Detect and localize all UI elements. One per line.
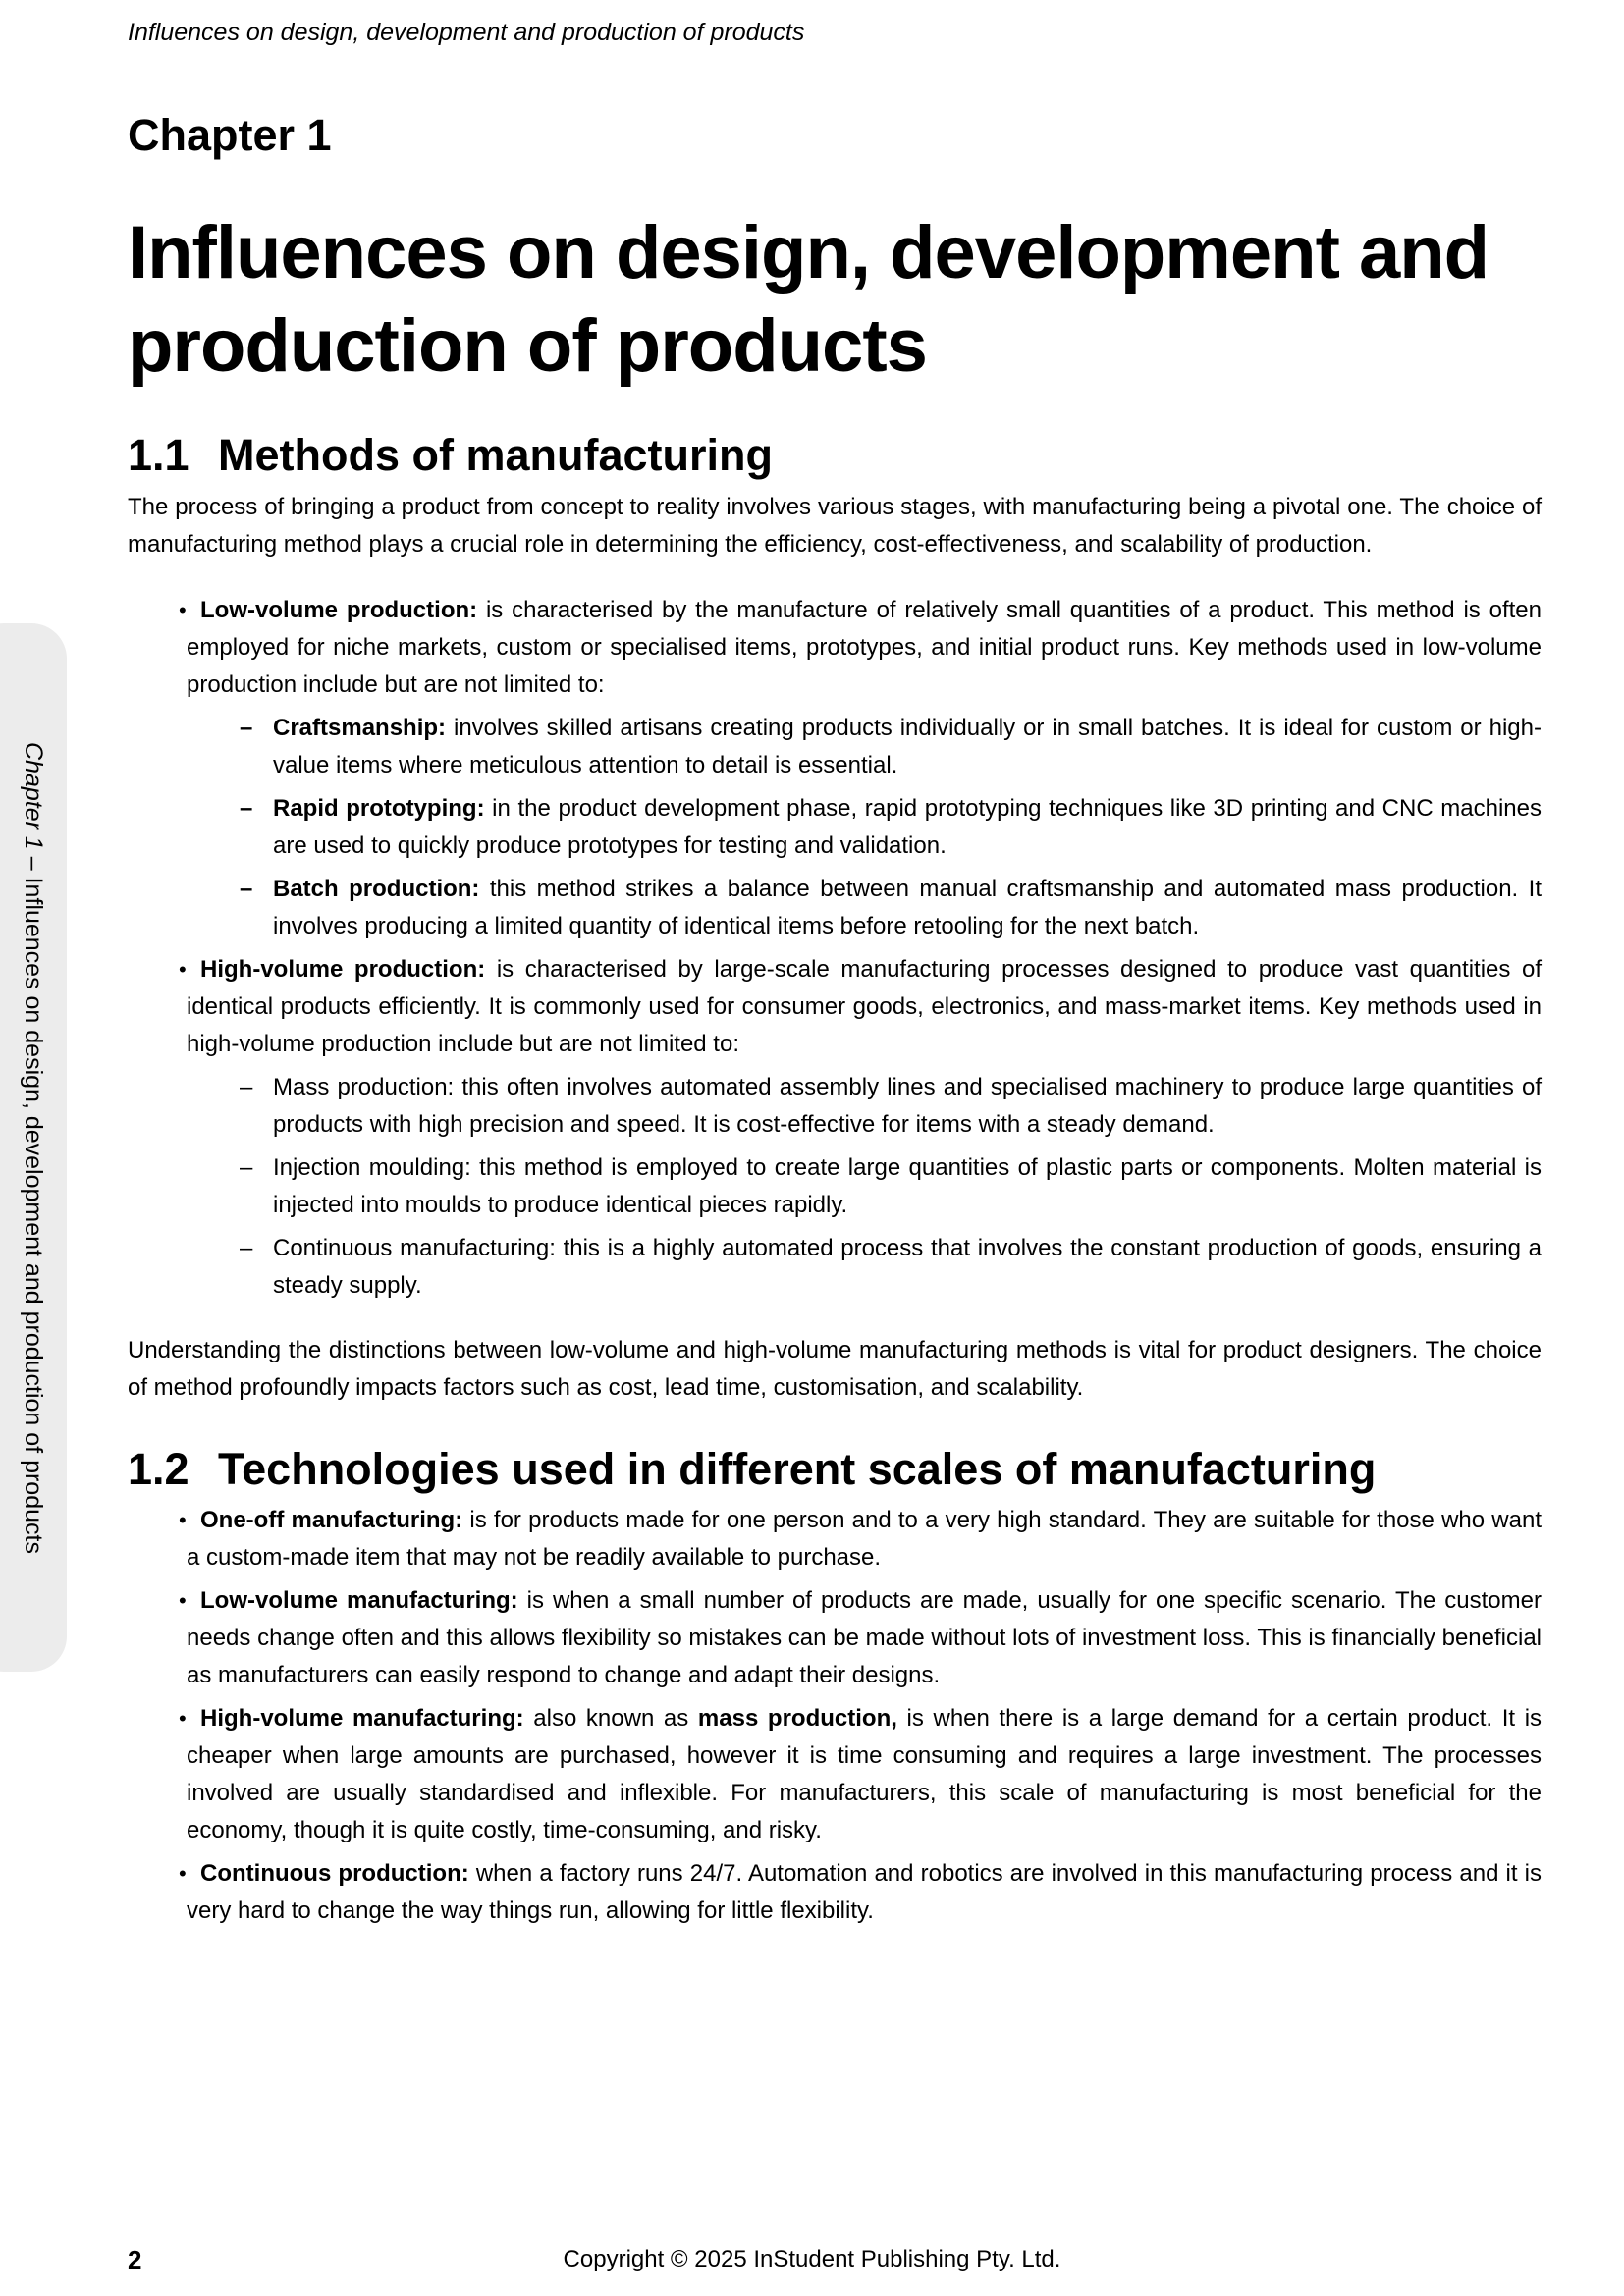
sidebar-title-text: Influences on design, development and production of products: [20, 877, 47, 1554]
list-item: [179, 592, 1542, 704]
text-run: is characterised by the manufacture of relatively small quantities of a product. This method is often employed for niche markets, custom or specialised items, prototypes, and initial product runs. Key methods used in low-volume production include but are not limited to:: [187, 597, 1542, 698]
text-run: is characterised by large-scale manufacturing processes designed to produce vast quantities of identical products efficiently. It is commonly used for consumer goods, electronics, and mass-market items. Key methods used in high-volume production include but are not limited to:: [187, 956, 1542, 1057]
text-run: is when a small number of products are made, usually for one specific scenario. The customer needs change often and this allows flexibility so mistakes can be made without lots of investment loss. This is financially beneficial as manufacturers can easily respond to change and adapt their designs.: [187, 1587, 1542, 1688]
bold-run: One-off manufacturing:: [200, 1507, 463, 1533]
list-item: [179, 1855, 1543, 1930]
text-run: is for products made for one person and to a very high standard. They are suitable for those who want a custom-made item that may not be readily available to purchase.: [187, 1507, 1542, 1571]
section-1-1-outro-paragraph: Understanding the distinctions between low-volume and high-volume manufacturing methods is vital for product designers. The choice of method profoundly impacts factors such as cost, lead time, customisation, and scalability.: [128, 1337, 1542, 1401]
copyright-notice: Copyright © 2025 InStudent Publishing Pty. Ltd.: [563, 2246, 1061, 2272]
dash-icon: –: [240, 1235, 253, 1261]
bullet-icon: •: [179, 598, 187, 622]
text-run: this method strikes a balance between manual craftsmanship and automated mass production. It involves producing a limited quantity of identical items before retooling for the next batch.: [273, 876, 1542, 939]
bold-run: Rapid prototyping:: [273, 795, 485, 822]
bullet-icon: •: [179, 1588, 187, 1613]
section-title: Methods of manufacturing: [218, 430, 773, 480]
text-run: involves skilled artisans creating products individually or in small batches. It is ideal for custom or high-value items where meticulous attention to detail is essential.: [273, 715, 1542, 778]
section-1-1-list: [128, 592, 1542, 1305]
bold-run: High-volume production:: [200, 956, 486, 983]
sidebar-dash: –: [20, 856, 47, 871]
bullet-icon: •: [179, 1861, 187, 1886]
section-heading-1-1: [128, 430, 1542, 481]
bold-run: Low-volume production:: [200, 597, 478, 623]
list-item: [179, 1582, 1542, 1694]
section-heading-1-2: [128, 1444, 1542, 1495]
dash-icon: –: [240, 1074, 253, 1100]
section-number: 1.2: [128, 1444, 189, 1494]
chapter-title: Influences on design, development and production of products: [128, 211, 1489, 388]
list-item: [240, 710, 1542, 784]
sidebar-chapter-label: Chapter 1: [20, 741, 47, 850]
list-item: [179, 1700, 1543, 1849]
bullet-icon: •: [179, 1706, 187, 1731]
bullet-icon: •: [179, 1508, 187, 1532]
section-title: Technologies used in different scales of manufacturing: [218, 1444, 1377, 1494]
page-number: 2: [128, 2245, 142, 2274]
dash-icon: –: [240, 715, 253, 741]
bullet-icon: •: [179, 957, 187, 982]
section-1-2-list: [128, 1502, 1542, 1930]
text-run: Continuous manufacturing: this is a highly automated process that involves the constant production of goods, ensuring a steady supply.: [273, 1235, 1542, 1299]
bold-run: Low-volume manufacturing:: [200, 1587, 518, 1614]
page-footer: [0, 2241, 1624, 2278]
text-run: Injection moulding: this method is employed to create large quantities of plastic parts or components. Molten material is injected into moulds to produce identical pieces rapidly.: [273, 1154, 1542, 1218]
text-run: in the product development phase, rapid prototyping techniques like 3D printing and CNC machines are used to quickly produce prototypes for testing and validation.: [273, 795, 1542, 859]
bold-run: High-volume manufacturing:: [200, 1705, 524, 1732]
bold-run: mass production,: [697, 1705, 897, 1732]
list-item: [240, 790, 1542, 865]
dash-icon: –: [240, 795, 253, 822]
text-run: is when there is a large demand for a certain product. It is cheaper when large amounts are purchased, however it is time consuming and requires a large investment. The processes involved are usually standardised and inflexible. For manufacturers, this scale of manufacturing is most beneficial for the economy, though it is quite costly, time-consuming, and risky.: [187, 1705, 1543, 1843]
list-item: [240, 1230, 1542, 1305]
dash-icon: –: [240, 1154, 253, 1181]
dash-icon: –: [240, 876, 253, 902]
running-header: Influences on design, development and production of products: [128, 19, 805, 46]
list-item: [240, 1149, 1542, 1224]
text-run: also known as: [523, 1705, 698, 1732]
list-item: [240, 1069, 1542, 1144]
section-number: 1.1: [128, 430, 189, 480]
bold-run: Craftsmanship:: [273, 715, 447, 741]
text-run: Mass production: this often involves automated assembly lines and specialised machinery to produce large quantities of products with high precision and speed. It is cost-effective for items with a steady demand.: [273, 1074, 1542, 1138]
text-run: when a factory runs 24/7. Automation and robotics are involved in this manufacturing process and it is very hard to change the way things run, allowing for little flexibility.: [187, 1860, 1543, 1924]
bold-run: Continuous production:: [200, 1860, 469, 1887]
chapter-label: Chapter 1: [128, 110, 332, 160]
list-item: [240, 871, 1542, 945]
list-item: [179, 951, 1542, 1063]
list-item: [179, 1502, 1542, 1576]
section-1-1-intro-paragraph: The process of bringing a product from concept to reality involves various stages, with manufacturing being a pivotal one. The choice of manufacturing method plays a crucial role in determining the efficiency, cost-effectiveness, and scalability of production.: [128, 494, 1542, 558]
bold-run: Batch production:: [273, 876, 480, 902]
